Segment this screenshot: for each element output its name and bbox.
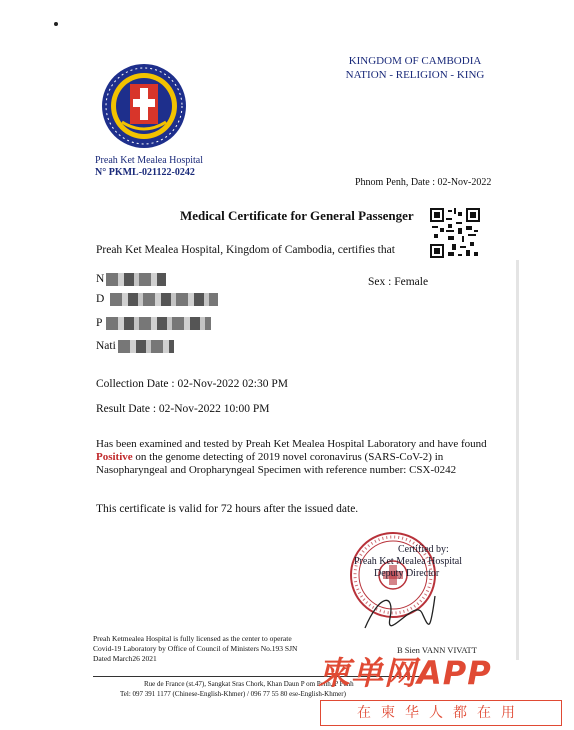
handwritten-signature [360, 588, 440, 638]
signature-block [354, 544, 463, 580]
passport-label: P [96, 317, 103, 330]
watermark-brand: 柬单网APP [318, 654, 492, 692]
name-label: N [96, 273, 105, 286]
hospital-info [95, 155, 203, 179]
nationality-label: Nati [96, 340, 116, 353]
dob-field [96, 293, 218, 306]
qr-code [430, 208, 480, 258]
redacted-passport [106, 317, 211, 330]
dob-label: D [96, 293, 105, 306]
certificate-title: Medical Certificate for General Passenger [180, 208, 414, 223]
nationality-field [96, 340, 174, 353]
finding-line-1: Has been examined and tested by Preah Ket Mealea Hospital Laboratory and have found [96, 438, 487, 450]
footer-phone: Tel: 097 391 1177 (Chinese-English-Khmer) / 096 77 55 80 ese-English-Khmer) [120, 690, 346, 698]
validity-text: This certificate is valid for 72 hours after the issued date. [96, 503, 359, 515]
redacted-nationality [118, 340, 174, 353]
license-line-2: Covid-19 Laboratory by Office of Council of Ministers No.193 SJN [93, 644, 298, 653]
name-field [96, 273, 166, 286]
finding-line-2-text: on the genome detecting of 2019 novel coronavirus (SARS-CoV-2) in [132, 451, 444, 463]
license-note [93, 634, 297, 664]
positive-result: Positive [96, 451, 133, 463]
license-line-1: Preah Ketmealea Hospital is fully licensed as the center to operate [93, 634, 292, 643]
certificate-number: N° PKML-021122-0242 [95, 167, 195, 178]
hospital-name: Preah Ket Mealea Hospital [95, 155, 204, 166]
hospital-logo [100, 62, 188, 150]
finding-paragraph [96, 438, 516, 477]
finding-line-2 [96, 451, 516, 464]
signatory-name: B Sien VANN VIVATT [397, 645, 477, 655]
sex-field: Sex : Female [368, 276, 429, 288]
certified-by: Certified by: [398, 544, 449, 555]
kingdom-motto: NATION - RELIGION - KING [345, 69, 485, 81]
result-date: Result Date : 02-Nov-2022 10:00 PM [96, 403, 270, 415]
scan-dot [54, 22, 58, 26]
signature-role: Deputy Director [374, 568, 440, 579]
footer-address: Rue de France (st.47), Sangkat Sras Chork, Khan Daun P om Penh, P Penh [144, 680, 354, 688]
license-line-3: Dated March26 2021 [93, 654, 157, 663]
finding-line-3: Nasopharyngeal and Oropharyngeal Specimen with reference number: CSX-0242 [96, 464, 457, 476]
kingdom-title: KINGDOM OF CAMBODIA [348, 55, 482, 67]
signature-hospital: Preah Ket Mealea Hospital [354, 556, 463, 567]
watermark-slogan: 在柬华人都在用 [320, 700, 562, 726]
issue-date: Phnom Penh, Date : 02-Nov-2022 [355, 177, 492, 188]
kingdom-header [320, 54, 510, 82]
certifies-text: Preah Ket Mealea Hospital, Kingdom of Cambodia, certifies that [96, 244, 395, 256]
paper-edge [516, 260, 519, 660]
redacted-dob [110, 293, 218, 306]
passport-field [96, 317, 211, 330]
redacted-name [106, 273, 166, 286]
collection-date: Collection Date : 02-Nov-2022 02:30 PM [96, 378, 288, 390]
